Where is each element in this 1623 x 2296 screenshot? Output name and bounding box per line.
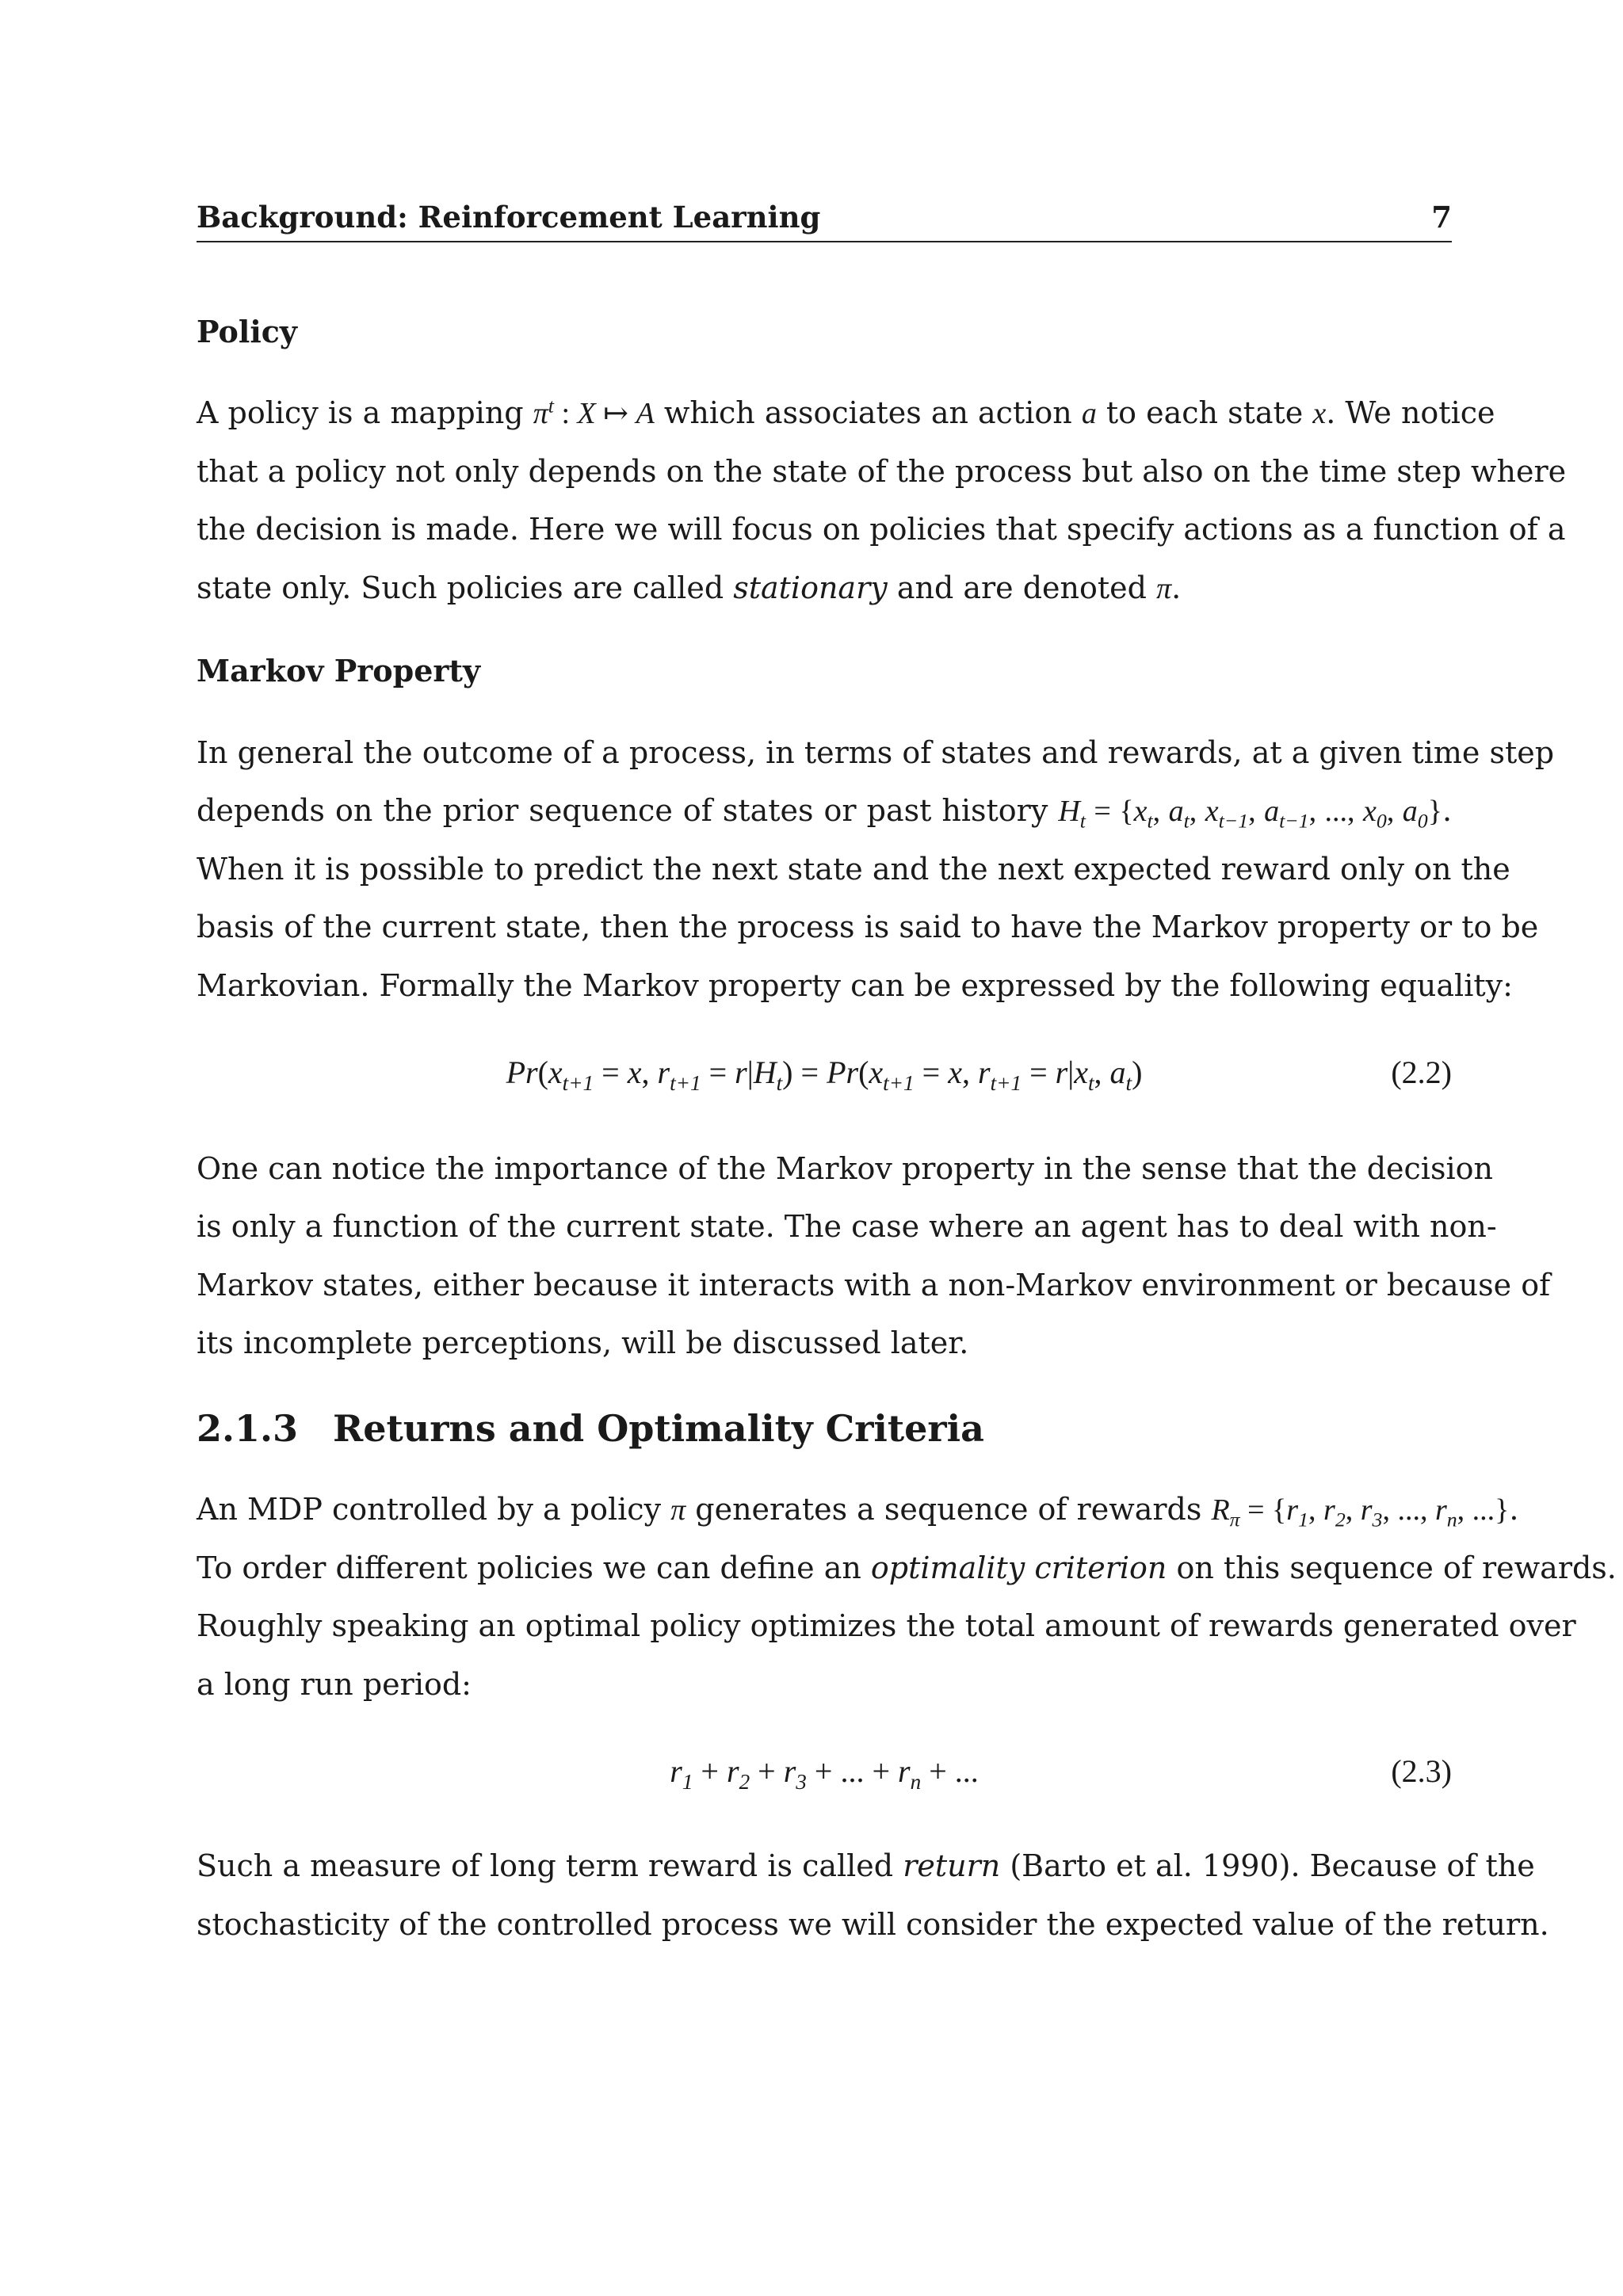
section-title: Returns and Optimality Criteria (333, 1407, 984, 1450)
markov-after-line-2: is only a function of the current state. The case where an agent has to deal with non- (197, 1209, 1497, 1244)
section-line-2: To order different policies we can define an optimality criterion on this sequence of rewards. (197, 1550, 1617, 1585)
policy-line-4: state only. Such policies are called stationary and are denoted π. (197, 570, 1182, 605)
running-head (197, 200, 1452, 242)
running-head-title: Background: Reinforcement Learning (197, 200, 821, 235)
markov-line-5: Markovian. Formally the Markov property can be expressed by the following equality: (197, 968, 1513, 1003)
section-heading (197, 1407, 984, 1450)
section-number: 2.1.3 (197, 1407, 299, 1450)
section-after-line-1: Such a measure of long term reward is called return (Barto et al. 1990). Because of the (197, 1848, 1535, 1883)
section-line-4: a long run period: (197, 1667, 472, 1702)
equation-2-2 (197, 1054, 1452, 1098)
page-number: 7 (1431, 200, 1452, 235)
equation-number-2-2: (2.2) (1391, 1055, 1452, 1090)
markov-after-line-4: its incomplete perceptions, will be discussed later. (197, 1325, 969, 1360)
markov-after-line-3: Markov states, either because it interacts with a non-Markov environment or because of (197, 1268, 1551, 1302)
markov-line-1: In general the outcome of a process, in terms of states and rewards, at a given time step (197, 735, 1555, 770)
equation-2-2-body: $Pr(x_{t+1} = x$, $r_{t+1} = r|H_t) = Pr(x_{t+1} = x$, $r_{t+1} = r|x_t$, $a_t$) (506, 1055, 1143, 1095)
equation-2-3 (197, 1753, 1452, 1797)
heading-markov-property: Markov Property (197, 653, 481, 688)
policy-line-1: A policy is a mapping $\pi^t$ : X ↦ A which associates an action a to each state x. We notice (197, 394, 1495, 430)
section-line-3: Roughly speaking an optimal policy optimizes the total amount of rewards generated over (197, 1608, 1576, 1643)
section-line-1: An MDP controlled by a policy π generates a sequence of rewards $R_\pi = \{r_1$, $r_2$, $r_3$, ..., $r_n$, ...}. (197, 1492, 1519, 1531)
markov-line-4: basis of the current state, then the process is said to have the Markov property or to be (197, 910, 1539, 944)
markov-line-3: When it is possible to predict the next state and the next expected reward only on the (197, 852, 1510, 887)
markov-after-line-1: One can notice the importance of the Markov property in the sense that the decision (197, 1151, 1493, 1186)
section-after-line-2: stochasticity of the controlled process we will consider the expected value of the return. (197, 1907, 1549, 1942)
equation-2-3-body: $r_1 + r_2 + r_3$ + ... + $r_n$ + ... (670, 1753, 979, 1794)
markov-line-2: depends on the prior sequence of states or past history $H_t = \{x_t$, $a_t$, $x_{t-1}$, $a_{t-1}$, ..., $x_0$, $a_0$}. (197, 793, 1453, 833)
policy-line-2: that a policy not only depends on the state of the process but also on the time step where (197, 454, 1567, 489)
equation-number-2-3: (2.3) (1391, 1753, 1452, 1789)
policy-line-3: the decision is made. Here we will focus on policies that specify actions as a function of a (197, 512, 1566, 547)
heading-policy: Policy (197, 314, 297, 349)
